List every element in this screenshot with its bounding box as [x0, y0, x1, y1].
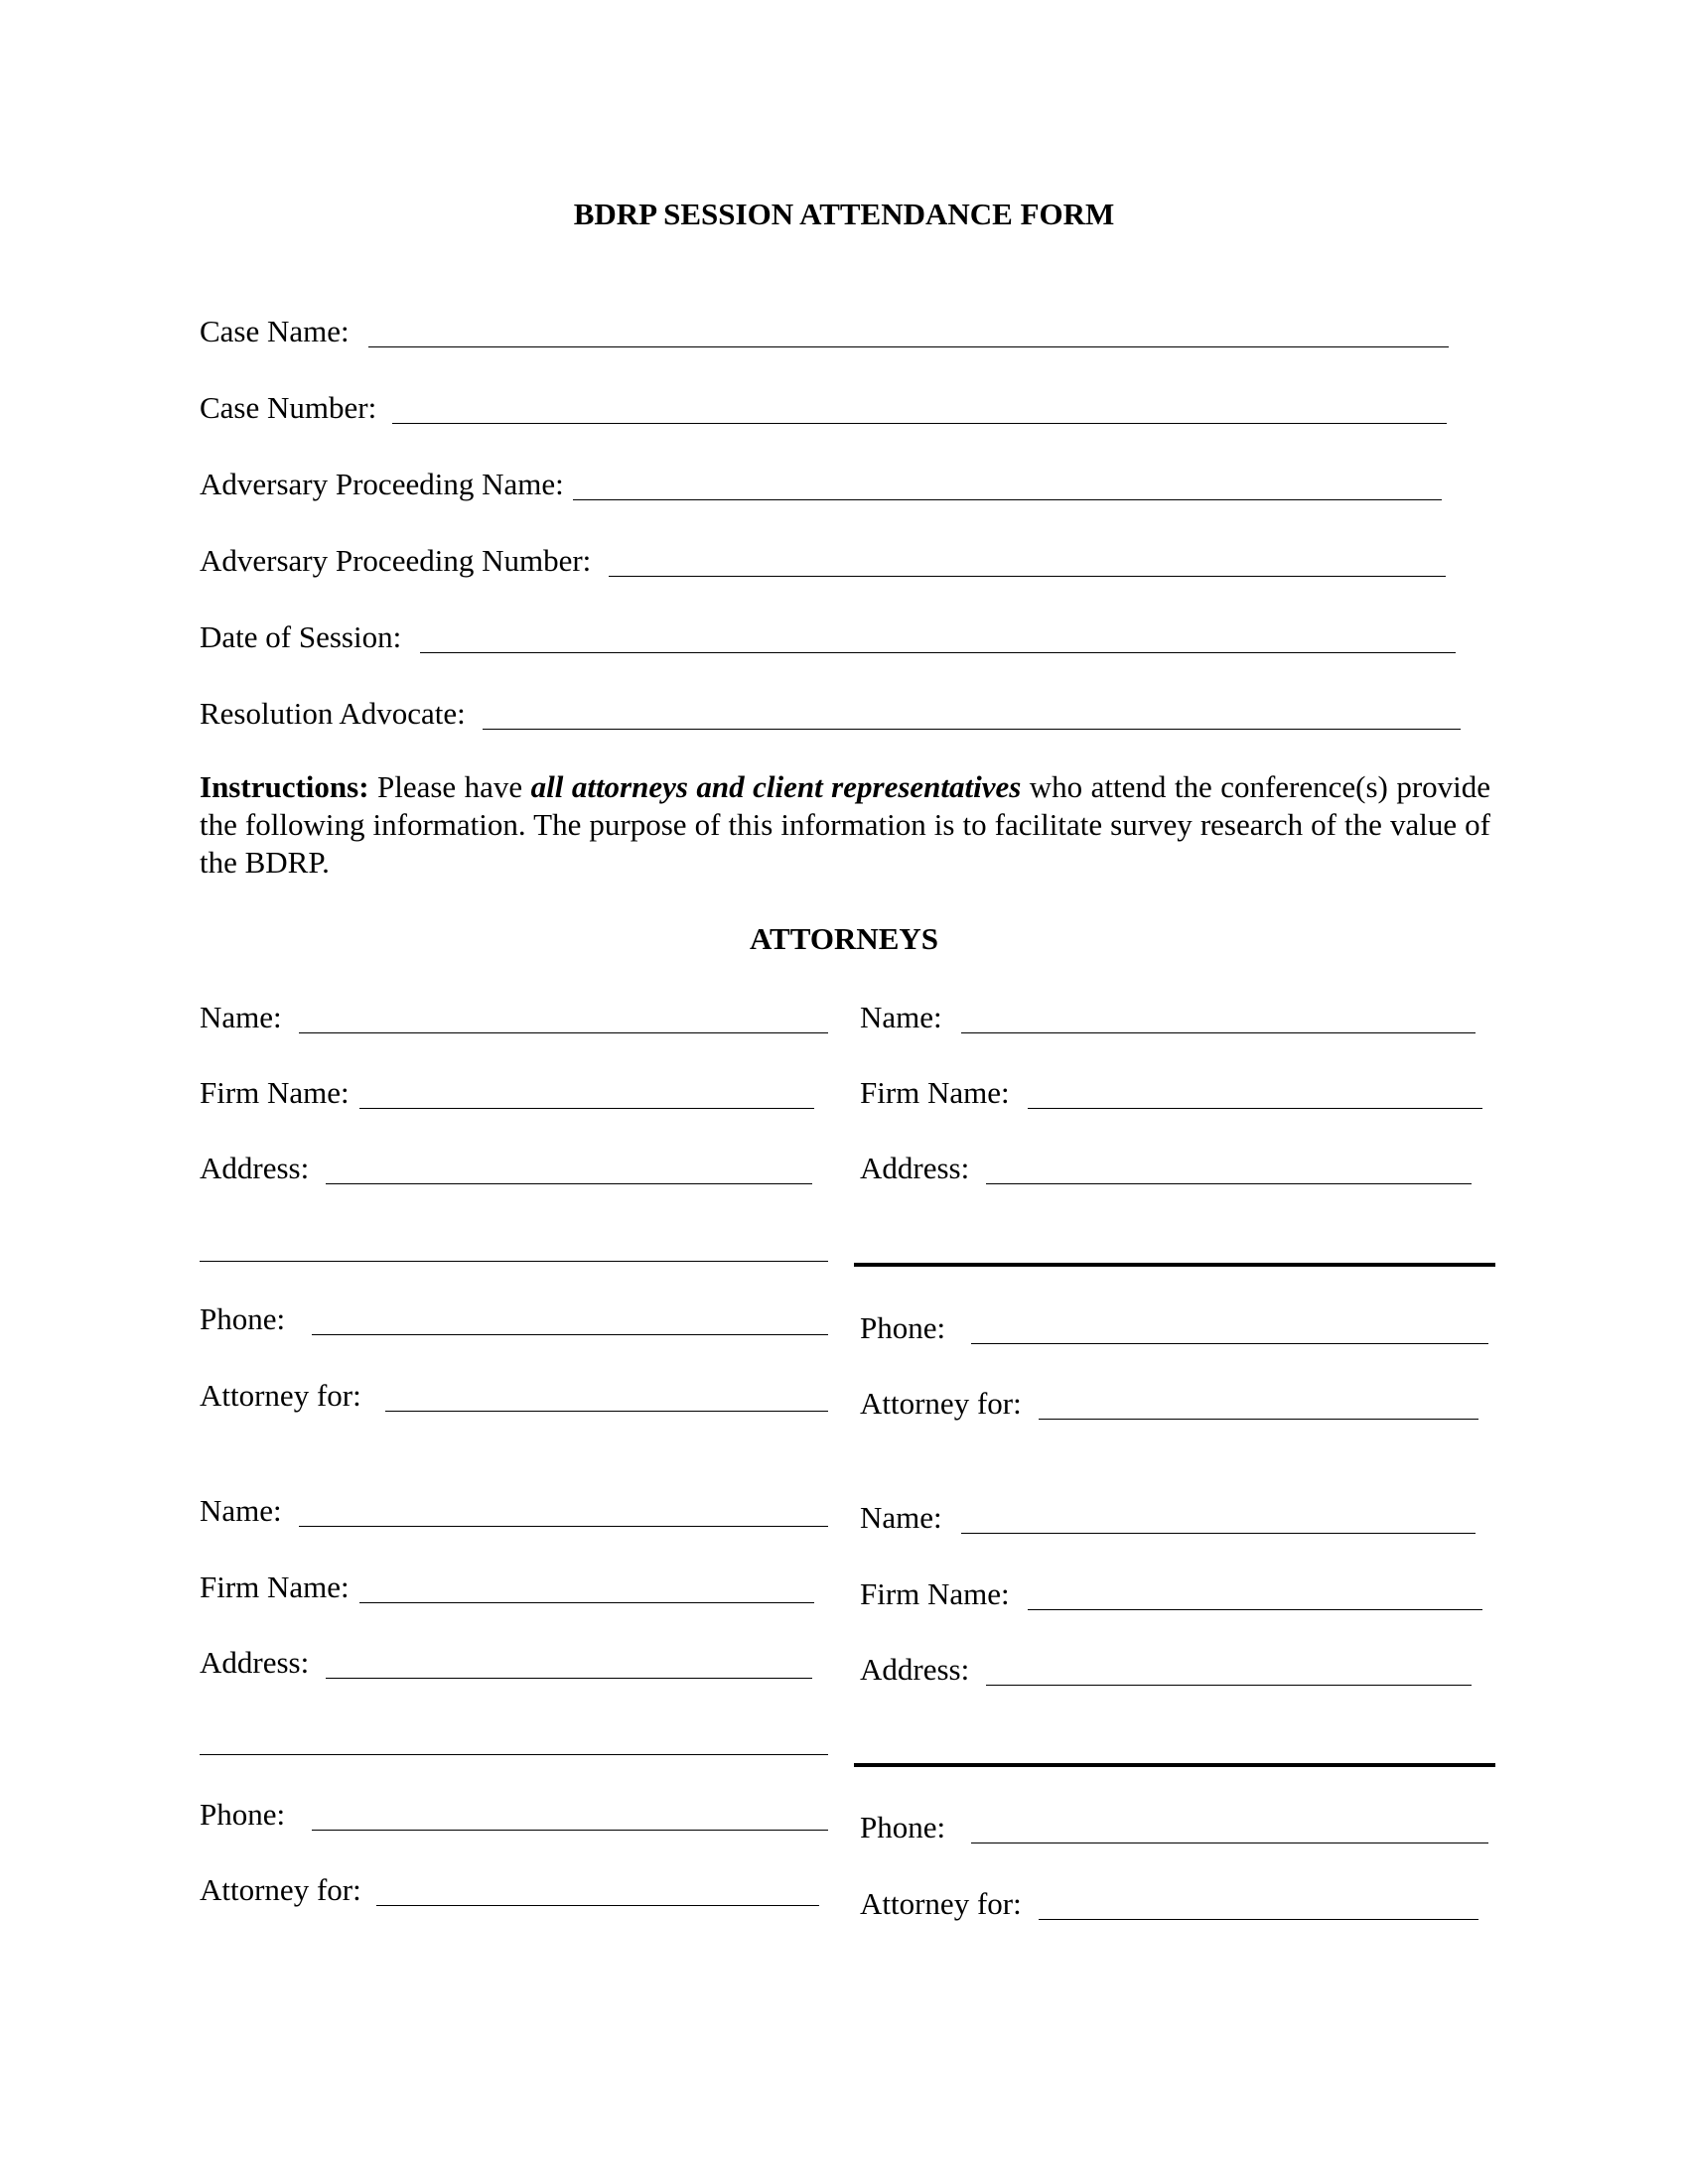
attorney-1-address-input[interactable]: [326, 1152, 812, 1184]
attorney-2-name-label: Name:: [860, 1000, 942, 1034]
instructions-paragraph: [200, 768, 1490, 882]
attorney-2-phone-label: Phone:: [860, 1310, 946, 1345]
attorney-3-address-label: Address:: [200, 1645, 310, 1680]
attorney-3-phone-input[interactable]: [312, 1798, 828, 1831]
attorney-2-address-field[interactable]: [860, 1147, 1472, 1186]
attorney-4-for-input[interactable]: [1039, 1887, 1478, 1920]
adversary-name-label: Adversary Proceeding Name:: [200, 467, 564, 501]
attorney-3-for-input[interactable]: [376, 1873, 819, 1906]
attorney-1-for-label: Attorney for:: [200, 1378, 361, 1413]
attorney-3-for-label: Attorney for:: [200, 1872, 361, 1907]
attorney-2-firm-input[interactable]: [1028, 1076, 1482, 1109]
attorney-1-for-input[interactable]: [385, 1379, 828, 1412]
instructions-emphasis: all attorneys and client representatives: [530, 769, 1022, 804]
attorney-1-phone-label: Phone:: [200, 1301, 286, 1336]
case-number-label: Case Number:: [200, 390, 377, 425]
adversary-number-label: Adversary Proceeding Number:: [200, 543, 592, 578]
attorney-2-address-line-2[interactable]: [854, 1263, 1495, 1267]
attorney-3-name-field[interactable]: [200, 1489, 828, 1529]
instructions-text-1: Please have: [368, 769, 531, 804]
case-name-field[interactable]: [200, 310, 1449, 349]
adversary-number-input[interactable]: [609, 544, 1446, 577]
attorney-1-firm-field[interactable]: [200, 1071, 814, 1111]
attorney-1-name-field[interactable]: [200, 996, 828, 1035]
attorney-4-for-field[interactable]: [860, 1882, 1478, 1922]
adversary-name-field[interactable]: [200, 463, 1442, 502]
attorney-2-for-label: Attorney for:: [860, 1386, 1022, 1421]
attorney-2-phone-input[interactable]: [971, 1311, 1488, 1344]
attorney-1-name-label: Name:: [200, 1000, 282, 1034]
resolution-advocate-field[interactable]: [200, 692, 1461, 732]
attorney-3-name-label: Name:: [200, 1493, 282, 1528]
attorney-1-for-field[interactable]: [200, 1374, 828, 1414]
attorney-2-phone-field[interactable]: [860, 1306, 1488, 1346]
attorney-3-address-line-2[interactable]: [200, 1754, 828, 1755]
attorney-4-phone-label: Phone:: [860, 1810, 946, 1844]
attorney-1-name-input[interactable]: [299, 1001, 828, 1033]
attorney-4-name-field[interactable]: [860, 1496, 1476, 1536]
attorney-3-phone-field[interactable]: [200, 1793, 828, 1833]
attorney-4-firm-input[interactable]: [1028, 1577, 1482, 1610]
attorney-3-for-field[interactable]: [200, 1868, 819, 1908]
resolution-advocate-label: Resolution Advocate:: [200, 696, 466, 731]
date-of-session-label: Date of Session:: [200, 619, 402, 654]
attorney-3-firm-input[interactable]: [359, 1570, 814, 1603]
attorney-1-phone-input[interactable]: [312, 1302, 828, 1335]
case-name-input[interactable]: [368, 315, 1449, 347]
attorney-4-address-line-2[interactable]: [854, 1763, 1495, 1767]
attorney-4-name-input[interactable]: [961, 1501, 1476, 1534]
attorney-4-address-label: Address:: [860, 1652, 970, 1687]
case-name-label: Case Name:: [200, 314, 350, 348]
instructions-lead: Instructions:: [200, 769, 369, 804]
case-number-field[interactable]: [200, 386, 1447, 426]
attorney-1-address-line-2[interactable]: [200, 1261, 828, 1262]
attorney-4-address-field[interactable]: [860, 1648, 1472, 1688]
attorney-3-firm-field[interactable]: [200, 1566, 814, 1605]
resolution-advocate-input[interactable]: [483, 697, 1461, 730]
attorney-4-phone-field[interactable]: [860, 1806, 1488, 1845]
instructions-text-2: who attend the conference(s) provide the following information. The purpose of this information is to facilitate survey research of the value of the BDRP.: [200, 769, 1491, 880]
attorney-3-address-input[interactable]: [326, 1646, 812, 1679]
adversary-name-input[interactable]: [573, 468, 1442, 500]
date-of-session-field[interactable]: [200, 615, 1456, 655]
attorney-4-address-input[interactable]: [986, 1653, 1472, 1686]
adversary-number-field[interactable]: [200, 539, 1446, 579]
attorney-2-firm-label: Firm Name:: [860, 1075, 1010, 1110]
case-number-input[interactable]: [392, 391, 1447, 424]
attorney-2-name-field[interactable]: [860, 996, 1476, 1035]
attorney-2-for-input[interactable]: [1039, 1387, 1478, 1420]
attorney-1-address-field[interactable]: [200, 1147, 812, 1186]
attorney-4-firm-field[interactable]: [860, 1572, 1482, 1612]
attorney-3-firm-label: Firm Name:: [200, 1570, 350, 1604]
attorney-2-address-input[interactable]: [986, 1152, 1472, 1184]
date-of-session-input[interactable]: [420, 620, 1456, 653]
attorney-1-address-label: Address:: [200, 1151, 310, 1185]
attorney-2-firm-field[interactable]: [860, 1071, 1482, 1111]
attorney-2-name-input[interactable]: [961, 1001, 1476, 1033]
attorney-4-phone-input[interactable]: [971, 1811, 1488, 1843]
attorneys-section-title: ATTORNEYS: [749, 921, 939, 956]
attorney-4-firm-label: Firm Name:: [860, 1576, 1010, 1611]
attorney-1-firm-label: Firm Name:: [200, 1075, 350, 1110]
form-title: BDRP SESSION ATTENDANCE FORM: [573, 197, 1115, 231]
attorney-2-address-label: Address:: [860, 1151, 970, 1185]
attorney-2-for-field[interactable]: [860, 1382, 1478, 1422]
attorney-3-name-input[interactable]: [299, 1494, 828, 1527]
attorney-3-address-field[interactable]: [200, 1641, 812, 1681]
attorney-1-phone-field[interactable]: [200, 1297, 828, 1337]
attorney-4-name-label: Name:: [860, 1500, 942, 1535]
attorney-3-phone-label: Phone:: [200, 1797, 286, 1832]
attorney-4-for-label: Attorney for:: [860, 1886, 1022, 1921]
attorney-1-firm-input[interactable]: [359, 1076, 814, 1109]
